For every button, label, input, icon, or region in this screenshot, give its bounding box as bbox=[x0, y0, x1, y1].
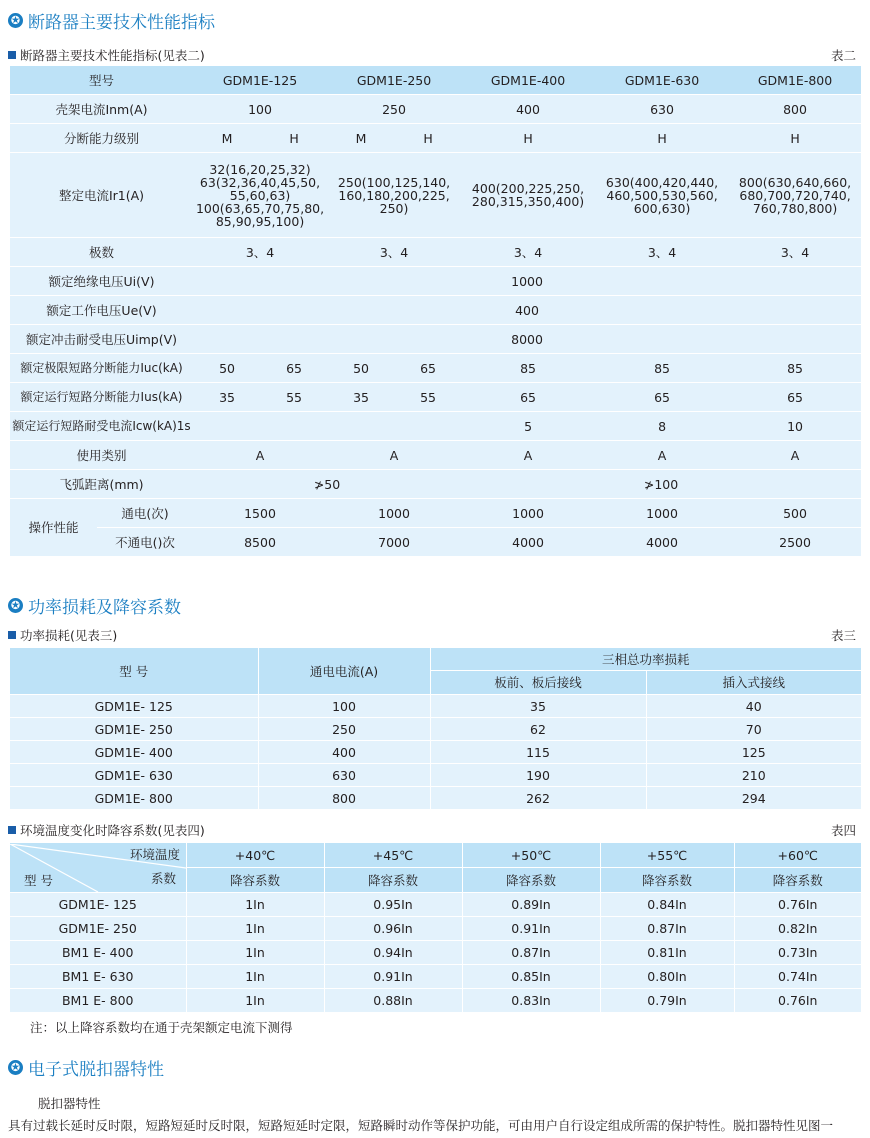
square-bullet-icon bbox=[8, 826, 16, 834]
table-row: GDM1E- 800 800 262 294 bbox=[10, 787, 861, 810]
table-row: BM1 E- 630 1In 0.91In 0.85In 0.80In 0.74In bbox=[10, 965, 861, 989]
table-corner-cell: 环境温度 型 号 系数 bbox=[10, 843, 186, 893]
table-row: 操作性能 通电(次) 1500 1000 1000 1000 500 bbox=[10, 499, 861, 528]
table-header-row: 型号 GDM1E-125 GDM1E-250 GDM1E-400 GDM1E-630 GDM1E-800 bbox=[10, 66, 861, 95]
table-row: 额定绝缘电压Ui(V) 1000 bbox=[10, 267, 861, 296]
square-bullet-icon bbox=[8, 51, 16, 59]
table-row: 额定冲击耐受电压Uimp(V) 8000 bbox=[10, 325, 861, 354]
subtitle-table3: 功率损耗(见表三) bbox=[8, 626, 117, 644]
derating-note: 注：以上降容系数均在通于壳架额定电流下测得 bbox=[30, 1020, 293, 1035]
table-row: 整定电流Ir1(A) 32(16,20,25,32) 63(32,36,40,45,50, 55,60,63) 100(63,65,70,75,80, 85,90,95,100) 250(100,125,140, 160,180,200,225, 250) 400(200,225,250, 280,315,350,400) 630(400,420,440, 460,500,530,560, 600,630) 800(630,640,660, 680,700,720,740, 760,780,800) bbox=[10, 153, 861, 238]
star-circle-icon: ✪ bbox=[8, 13, 23, 28]
table-row: 分断能力级别 M H M H H H H bbox=[10, 124, 861, 153]
table-row: 不通电()次 8500 7000 4000 4000 2500 bbox=[10, 528, 861, 557]
table-row: GDM1E- 630 630 190 210 bbox=[10, 764, 861, 787]
table-row: GDM1E- 125 1In 0.95In 0.89In 0.84In 0.76In bbox=[10, 893, 861, 917]
table4-number: 表四 bbox=[830, 823, 856, 838]
table-row: 飞弧距离(mm) ≯50 ≯100 bbox=[10, 470, 861, 499]
star-circle-icon: ✪ bbox=[8, 1060, 23, 1075]
section-title-trip-unit: ✪ 电子式脱扣器特性 bbox=[8, 1055, 164, 1080]
power-loss-table: 型 号 通电电流(A) 三相总功率损耗 板前、板后接线 插入式接线 GDM1E- 125 100 35 40 GDM1E- 250 250 62 70 GDM1E- 400 400 115 125 GDM1E- 630 630 190 210 GDM1E- 800 800 262 294 bbox=[10, 648, 861, 809]
table-row: 极数 3、4 3、4 3、4 3、4 3、4 bbox=[10, 238, 861, 267]
section-title-performance: ✪ 断路器主要技术性能指标 bbox=[8, 8, 215, 33]
table-row: GDM1E- 250 250 62 70 bbox=[10, 718, 861, 741]
paragraph-title: 脱扣器特性 bbox=[38, 1096, 101, 1111]
table3-number: 表三 bbox=[830, 628, 856, 643]
square-bullet-icon bbox=[8, 631, 16, 639]
table-row: GDM1E- 250 1In 0.96In 0.91In 0.87In 0.82In bbox=[10, 917, 861, 941]
table-row: 额定工作电压Ue(V) 400 bbox=[10, 296, 861, 325]
table-row: 额定极限短路分断能力Iuc(kA) 50 65 50 65 85 85 85 bbox=[10, 354, 861, 383]
table-row: GDM1E- 125 100 35 40 bbox=[10, 695, 861, 718]
table2-number: 表二 bbox=[830, 48, 856, 63]
performance-table bbox=[10, 66, 861, 556]
table-row: 额定运行短路分断能力Ius(kA) 35 55 35 55 65 65 65 bbox=[10, 383, 861, 412]
table-row: BM1 E- 400 1In 0.94In 0.87In 0.81In 0.73In bbox=[10, 941, 861, 965]
table-row: GDM1E- 400 400 115 125 bbox=[10, 741, 861, 764]
derating-table: 环境温度 型 号 系数 +40℃ +45℃ +50℃ +55℃ +60℃ 降容系数 降容系数 降容系数 降容系数 降容系数 GDM1E- 125 1In 0.95In 0.89In 0.84In 0.76In GDM1E- 250 1In 0.96In 0.91In 0.87In 0.82In BM1 E- 400 1In 0.94In 0.87In 0.81In 0.73In BM1 E- 630 1In 0.91In 0.85In 0.80In 0.74In BM1 E- 800 1In 0.88In 0.83In 0.79In 0.76In bbox=[10, 843, 861, 1012]
table-row: 额定运行短路耐受电流Icw(kA)1s 5 8 10 bbox=[10, 412, 861, 441]
table-row: 壳架电流Inm(A) 100 250 400 630 800 bbox=[10, 95, 861, 124]
table-row: BM1 E- 800 1In 0.88In 0.83In 0.79In 0.76In bbox=[10, 989, 861, 1013]
star-circle-icon: ✪ bbox=[8, 598, 23, 613]
section-title-power-loss: ✪ 功率损耗及降容系数 bbox=[8, 593, 181, 618]
paragraph-text: 具有过载长延时反时限，短路短延时反时限，短路短延时定限，短路瞬时动作等保护功能，可由用户自行设定组成所需的保护特性。脱扣器特性见图一 bbox=[8, 1118, 834, 1133]
subtitle-table4: 环境温度变化时降容系数(见表四) bbox=[8, 821, 205, 839]
subtitle-table2: 断路器主要技术性能指标(见表二) bbox=[8, 46, 205, 64]
table-row: 使用类别 A A A A A bbox=[10, 441, 861, 470]
